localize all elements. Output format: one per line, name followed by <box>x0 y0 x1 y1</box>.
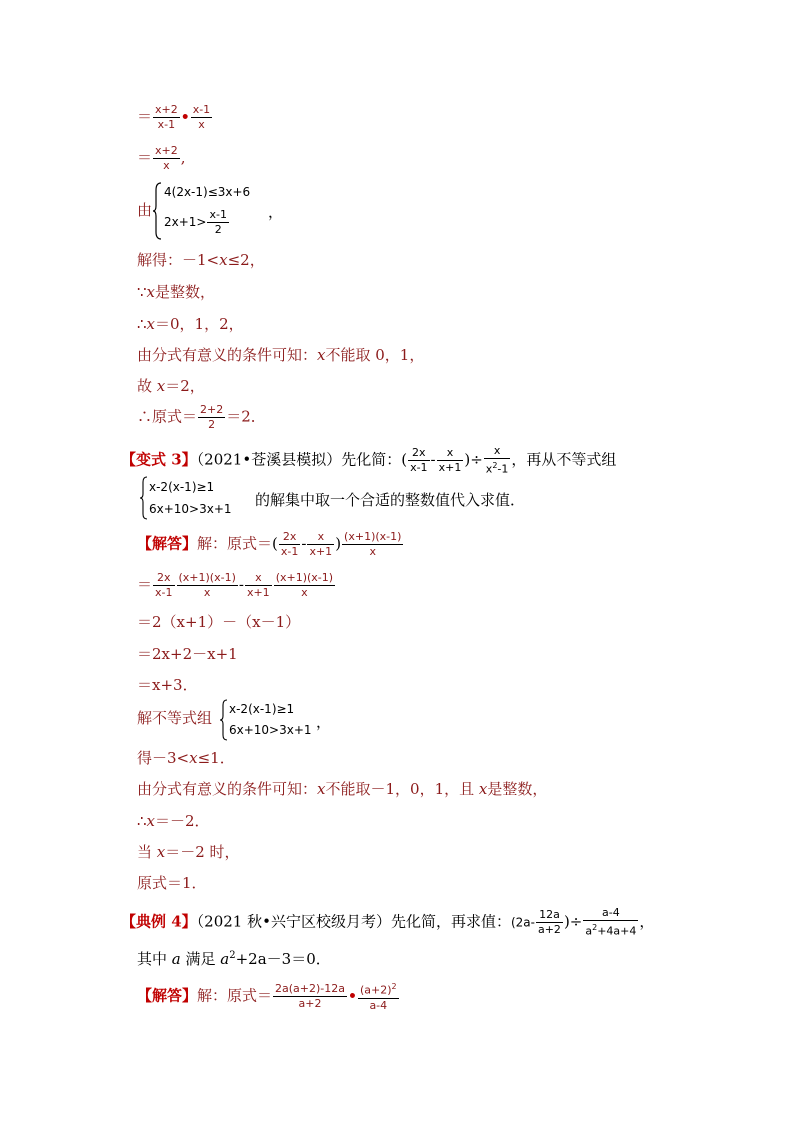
text: +2a－3＝0． <box>235 950 331 968</box>
den-tail: +4a+4 <box>597 924 637 938</box>
fraction <box>273 982 347 1011</box>
variable: x <box>146 315 156 333</box>
step-line-6 <box>137 314 244 334</box>
comma: ， <box>639 912 655 931</box>
variable: x <box>317 346 326 364</box>
numerator <box>358 980 399 999</box>
text: 其中 <box>137 950 172 968</box>
den-base: a <box>585 924 593 938</box>
variable: a <box>171 950 181 968</box>
text: ＝0，1，2， <box>155 315 244 333</box>
variable: a <box>220 950 230 968</box>
text: 故 <box>137 377 157 395</box>
answer-3-step-8 <box>137 779 547 799</box>
num-base: (a+2) <box>359 983 392 997</box>
paren: ( <box>272 534 278 553</box>
row-text: 2x+1> <box>164 215 207 229</box>
variable: x <box>478 780 488 798</box>
numerator: 2x <box>279 530 300 545</box>
text: 当 <box>137 843 157 861</box>
numerator: x+2 <box>155 144 178 157</box>
numerator: x-1 <box>209 208 227 221</box>
left-brace-icon <box>139 476 148 520</box>
numerator: (x+1)(x-1) <box>344 530 402 543</box>
text: ＝－2 时， <box>165 843 240 861</box>
fraction <box>207 208 228 237</box>
answer-3-step-6: 解不等式组 <box>137 709 213 727</box>
comma: ， <box>316 713 332 731</box>
numerator: x+2 <box>155 103 178 116</box>
numerator: x-1 <box>192 103 211 116</box>
text: ＝－2． <box>155 812 210 830</box>
multiply-dot: • <box>348 988 357 1005</box>
paren: ) <box>335 534 342 553</box>
answer-3-step-11: 原式＝1． <box>137 874 207 892</box>
paren: (2a- <box>510 915 535 930</box>
variable: x <box>146 812 156 830</box>
minus: - <box>301 534 307 553</box>
step-line-4 <box>137 250 265 270</box>
equals-sign: ＝ <box>137 148 153 167</box>
answer-3-head <box>137 530 404 559</box>
text: ∴原式＝ <box>137 407 198 426</box>
numerator: 12a <box>536 908 563 923</box>
answer-tag: 【解答】 <box>137 534 198 553</box>
example-tag: 【典例 4】 <box>121 912 197 931</box>
fraction <box>408 446 429 475</box>
system-row-1: x-2(x-1)≥1 <box>229 702 295 716</box>
denominator: 2 <box>214 223 222 236</box>
denominator <box>484 459 511 477</box>
answer-3-step-9 <box>137 811 210 831</box>
denominator: x+1 <box>309 545 333 558</box>
numerator: 2x <box>153 571 174 586</box>
numerator: x <box>245 571 272 586</box>
system-row-1: x-2(x-1)≥1 <box>149 480 215 494</box>
step-line-9 <box>137 403 266 432</box>
fraction <box>191 103 212 132</box>
fraction <box>536 908 563 937</box>
answer-4-head <box>137 980 400 1013</box>
step-line-1 <box>137 103 213 132</box>
therefore-symbol: ∴ <box>137 812 147 830</box>
denominator: x <box>369 545 376 558</box>
answer-3-step-2 <box>137 571 336 600</box>
fraction <box>307 530 334 559</box>
denominator: a+2 <box>537 922 561 936</box>
step-line-5 <box>137 282 215 302</box>
text: ＝2， <box>165 377 205 395</box>
multiply-dot: • <box>180 109 190 126</box>
text: 由分式有意义的条件可知： <box>137 780 318 798</box>
den-base: x <box>485 462 493 476</box>
denominator: x+1 <box>246 586 270 599</box>
fraction <box>437 446 464 475</box>
numerator: x <box>307 530 334 545</box>
example-4-condition <box>137 946 331 969</box>
exponent: 2 <box>592 923 598 932</box>
example-4-question <box>121 906 654 939</box>
equals-sign: ＝ <box>137 575 153 594</box>
numerator: (x+1)(x-1) <box>275 571 334 584</box>
text: 得－3< <box>137 749 190 767</box>
fraction <box>484 444 511 477</box>
text: 不能取－1，0，1，且 <box>325 780 479 798</box>
system-row-2: 6x+10>3x+1 <box>149 502 232 516</box>
numerator: x <box>437 446 464 461</box>
denominator <box>583 921 638 939</box>
fraction <box>245 571 272 600</box>
comma: , <box>180 148 186 167</box>
answer-tag: 【解答】 <box>137 986 198 1005</box>
denominator: x <box>198 118 205 131</box>
therefore-symbol: ∴ <box>137 315 147 333</box>
divide-sign: ÷ <box>569 912 583 931</box>
fraction <box>279 530 300 559</box>
numerator: x <box>484 444 511 459</box>
text: 是整数， <box>487 780 548 798</box>
numerator: 2x <box>408 446 429 461</box>
text: 由分式有意义的条件可知： <box>137 346 318 364</box>
variable: x <box>156 843 166 861</box>
paren: ) <box>563 912 570 931</box>
left-brace-icon <box>152 182 162 240</box>
paren: ( <box>401 450 408 469</box>
fraction <box>358 980 399 1013</box>
minus: - <box>238 575 244 594</box>
system-row-2: 6x+10>3x+1 <box>229 723 312 737</box>
variant-3-question-tail: 的解集中取一个合适的整数值代入求值． <box>255 491 526 509</box>
fraction <box>198 403 225 432</box>
system-row-2 <box>164 208 230 237</box>
text: ＝2． <box>226 407 266 426</box>
exponent: 2 <box>391 982 397 991</box>
answer-3-step-5: ＝x+3． <box>137 676 198 694</box>
variable: x <box>189 749 198 767</box>
fraction <box>153 103 180 132</box>
denominator: x-1 <box>280 545 299 558</box>
numerator: 2a(a+2)-12a <box>275 981 346 995</box>
step-line-7 <box>137 345 424 365</box>
fraction <box>274 571 335 600</box>
fraction <box>153 571 174 600</box>
answer-3-step-3: ＝2（x+1）－（x－1） <box>137 613 301 631</box>
fraction <box>177 571 238 600</box>
denominator: a-4 <box>369 998 388 1012</box>
step-line-8 <box>137 376 205 396</box>
fraction <box>342 530 403 559</box>
denominator: x-1 <box>410 460 428 474</box>
denominator: a+2 <box>298 996 322 1010</box>
denominator: x <box>301 586 308 599</box>
variant-tag: 【变式 3】 <box>121 450 197 469</box>
variable: x <box>146 283 156 301</box>
step-line-2 <box>137 144 186 173</box>
text: 解：原式＝ <box>197 534 273 553</box>
text: ≤2， <box>227 251 265 269</box>
text: ，再从不等式组 <box>511 450 617 469</box>
denominator: 2 <box>208 418 216 431</box>
denominator: x-1 <box>157 118 176 131</box>
text: 是整数， <box>155 283 216 301</box>
comma: ， <box>268 203 284 221</box>
text: ≤1． <box>197 749 235 767</box>
fraction <box>153 144 180 173</box>
text: 解得：－1< <box>137 251 220 269</box>
numerator: 2+2 <box>200 403 224 416</box>
text: 满足 <box>180 950 221 968</box>
variable: x <box>317 780 326 798</box>
denominator: x+1 <box>438 460 462 474</box>
variant-3-question <box>121 444 616 477</box>
exponent: 2 <box>492 461 498 470</box>
source-text: （2021•苍溪县模拟）先化简： <box>196 450 402 469</box>
divide-sign: ÷ <box>470 450 483 469</box>
numerator: a-4 <box>583 906 638 921</box>
denominator: x <box>163 159 170 172</box>
den-tail: -1 <box>497 462 509 476</box>
because-symbol: ∵ <box>137 283 147 301</box>
variable: x <box>156 377 166 395</box>
denominator: x <box>203 586 211 599</box>
left-brace-icon <box>219 699 228 741</box>
numerator: (x+1)(x-1) <box>178 571 236 584</box>
fraction <box>583 906 638 939</box>
text: 不能取 0，1， <box>325 346 425 364</box>
system-row-1: 4(2x-1)≤3x+6 <box>164 185 251 199</box>
answer-3-step-7 <box>137 748 235 768</box>
denominator: x-1 <box>155 586 173 599</box>
paren: ) <box>464 450 471 469</box>
variable: x <box>219 251 228 269</box>
exponent: 2 <box>229 950 236 961</box>
step-line-3-label: 由 <box>137 201 153 219</box>
equals-sign: ＝ <box>137 107 153 126</box>
text: 解：原式＝ <box>197 986 273 1005</box>
source-text: （2021 秋•兴宁区校级月考）先化简，再求值： <box>196 912 511 931</box>
answer-3-step-10 <box>137 842 240 862</box>
minus: - <box>430 450 436 469</box>
answer-3-step-4: ＝2x+2－x+1 <box>137 645 238 663</box>
